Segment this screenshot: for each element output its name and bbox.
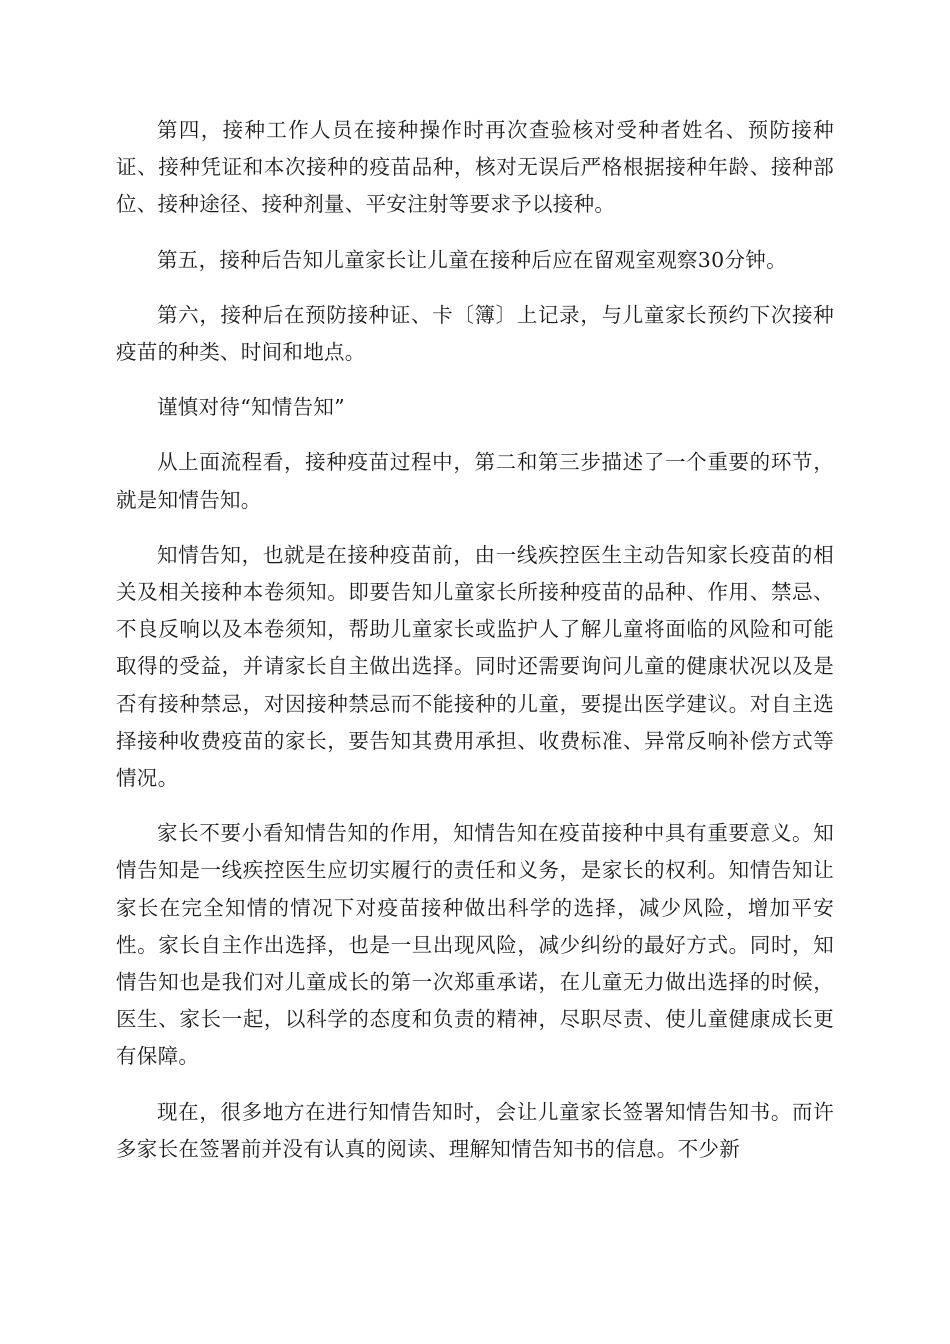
section-heading: 谨慎对待“知情告知” [157, 395, 345, 420]
paragraph-consent-form: 现在，很多地方在进行知情告知时，会让儿童家长签署知情告知书。而许多家长在签署前并没有认真的阅读、理解知情告知书的信息。不少新 [116, 1099, 834, 1161]
paragraph-process-summary: 从上面流程看，接种疫苗过程中，第二和第三步描述了一个重要的环节，就是知情告知。 [116, 450, 834, 512]
paragraph-informed-consent-definition: 知情告知，也就是在接种疫苗前，由一线疾控医生主动告知家长疫苗的相关及相关接种本卷须知。即要告知儿童家长所接种疫苗的品种、作用、禁忌、不良反响以及本卷须知，帮助儿童家长或监护人了解儿童将面临的风险和可能取得的受益，并请家长自主做出选择。同时还需要询问儿童的健康状况以及是否有接种禁忌，对因接种禁忌而不能接种的儿童，要提出医学建议。对自主选择接种收费疫苗的家长，要告知其费用承担、收费标准、异常反响补偿方式等情况。 [116, 542, 834, 791]
paragraph-step-five: 第五，接种后告知儿童家长让儿童在接种后应在留观室观察30分钟。 [157, 247, 787, 272]
document-body [116, 112, 834, 1186]
paragraph-step-six: 第六，接种后在预防接种证、卡〔簿〕上记录，与儿童家长预约下次接种疫苗的种类、时间和地点。 [116, 302, 834, 365]
paragraph-step-four: 第四，接种工作人员在接种操作时再次查验核对受种者姓名、预防接种证、接种凭证和本次接种的疫苗品种，核对无误后严格根据接种年龄、接种部位、接种途径、接种剂量、平安注射等要求予以接种。 [116, 118, 834, 217]
paragraph-informed-consent-importance: 家长不要小看知情告知的作用，知情告知在疫苗接种中具有重要意义。知情告知是一线疾控医生应切实履行的责任和义务，是家长的权利。知情告知让家长在完全知情的情况下对疫苗接种做出科学的选择，减少风险，增加平安性。家长自主作出选择，也是一旦出现风险，减少纠纷的最好方式。同时，知情告知也是我们对儿童成长的第一次郑重承诺，在儿童无力做出选择的时候，医生、家长一起，以科学的态度和负责的精神，尽职尽责、使儿童健康成长更有保障。 [116, 821, 834, 1069]
